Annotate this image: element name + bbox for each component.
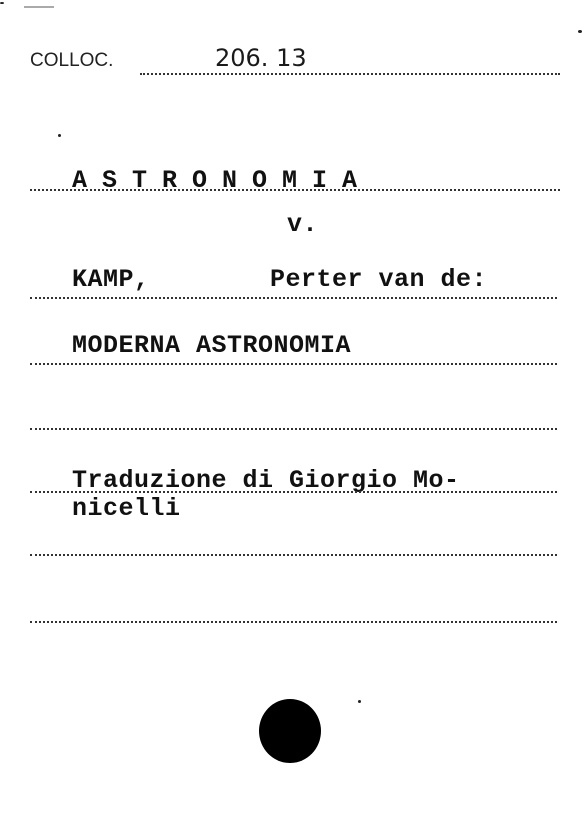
title-rule [30, 363, 557, 365]
volume-mark: v. [287, 210, 319, 239]
ink-speck [358, 700, 361, 703]
translation-line-2: nicelli [72, 494, 181, 523]
corner-mark [0, 2, 4, 4]
ink-speck [58, 134, 61, 137]
subject-heading: A S T R O N O M I A [72, 166, 358, 195]
translation-rule [30, 491, 557, 493]
colloc-rule [140, 73, 560, 75]
author-forename: Perter van de: [270, 265, 488, 294]
colloc-label: COLLOC. [30, 50, 114, 71]
blank-rule-3 [30, 621, 557, 623]
translation-line-1: Traduzione di Giorgio Mo- [72, 466, 460, 495]
blank-rule-2 [30, 554, 557, 556]
punch-hole [259, 699, 321, 763]
blank-rule-1 [30, 428, 557, 430]
book-title: MODERNA ASTRONOMIA [72, 331, 352, 360]
corner-mark [578, 30, 582, 33]
colloc-value: 206. 13 [215, 44, 307, 72]
author-surname: KAMP, [72, 265, 150, 294]
corner-mark [24, 6, 54, 8]
subject-rule [30, 189, 560, 191]
author-rule [30, 297, 557, 299]
